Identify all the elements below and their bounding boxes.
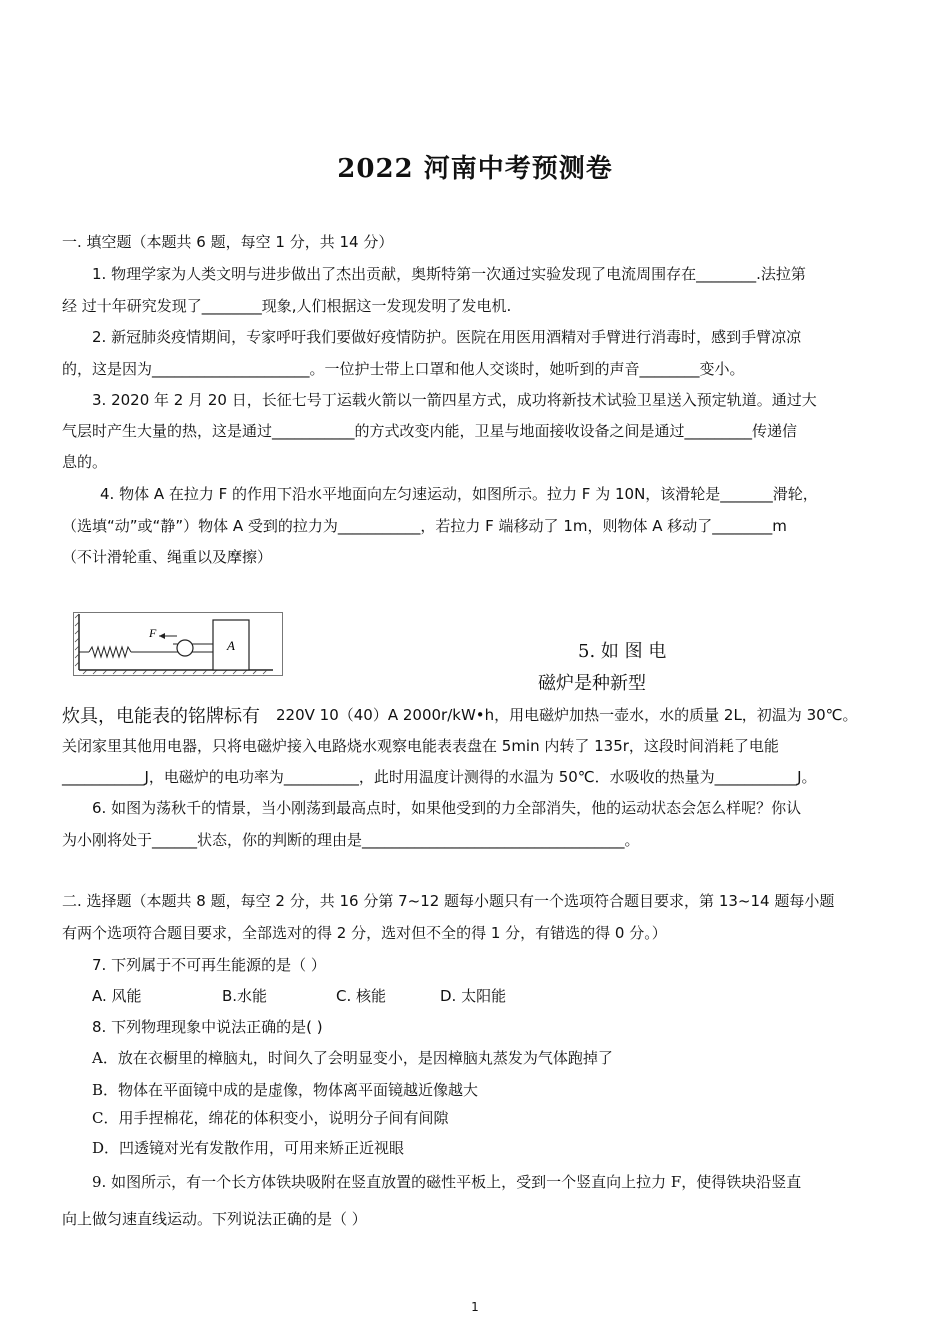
q1-line1: 1. 物理学家为人类文明与进步做出了杰出贡献，奥斯特第一次通过实验发现了电流周围存在________.法拉第 xyxy=(92,265,806,283)
q5-line2: 关闭家里其他用电器，只将电磁炉接入电路烧水观察电能表表盘在 5min 内转了 135r，这段时间消耗了电能 xyxy=(62,737,779,755)
q8-option-c: C．用手捏棉花，绵花的体积变小，说明分子间有间隙 xyxy=(92,1109,449,1127)
q6-line1: 6. 如图为荡秋千的情景，当小刚荡到最高点时，如果他受到的力全部消失，他的运动状态会怎么样呢？你认 xyxy=(92,799,802,817)
page-number: 1 xyxy=(471,1300,479,1314)
q9-line1: 9. 如图所示，有一个长方体铁块吸附在竖直放置的磁性平板上，受到一个竖直向上拉力 F，使得铁块沿竖直 xyxy=(92,1173,802,1191)
q5-fragment-b: 磁炉是种新型 xyxy=(538,673,646,694)
q8-option-a: A．放在衣橱里的樟脑丸，时间久了会明显变小，是因樟脑丸蒸发为气体跑掉了 xyxy=(92,1049,613,1067)
q4-line1: 4. 物体 A 在拉力 F 的作用下沿水平地面向左匀速运动，如图所示。拉力 F 为 10N，该滑轮是_______滑轮， xyxy=(100,485,818,503)
q7-option-b: B.水能 xyxy=(222,987,268,1005)
q8-option-b: B．物体在平面镜中成的是虚像，物体离平面镜越近像越大 xyxy=(92,1081,479,1099)
q2-line1: 2. 新冠肺炎疫情期间，专家呼吁我们要做好疫情防护。医院在用医用酒精对手臂进行消毒时，感到手臂凉凉 xyxy=(92,328,802,346)
q4-line3: （不计滑轮重、绳重以及摩擦） xyxy=(62,548,273,566)
q3-line1: 3. 2020 年 2 月 20 日，长征七号丁运载火箭以一箭四星方式，成功将新技术试验卫星送入预定轨道。通过大 xyxy=(92,391,817,409)
q2-line2: 的，这是因为_____________________。一位护士带上口罩和他人交谈时，她听到的声音________变小。 xyxy=(62,360,745,378)
section1-heading: 一. 填空题（本题共 6 题，每空 1 分，共 14 分） xyxy=(62,233,394,251)
q5-fragment-a: 5. 如 图 电 xyxy=(578,641,667,662)
q5-fragment-c: 炊具，电能表的铭牌标有 xyxy=(62,706,260,727)
q6-line2: 为小刚将处于______状态，你的判断的理由是___________________________________。 xyxy=(62,831,640,849)
q7-option-a: A. 风能 xyxy=(92,987,142,1005)
q1-line2: 经 过十年研究发现了________现象,人们根据这一发现发明了发电机. xyxy=(62,297,512,315)
force-label: F xyxy=(149,626,157,640)
q7-option-c: C. 核能 xyxy=(336,987,387,1005)
section2-heading-line1: 二. 选择题（本题共 8 题，每空 2 分，共 16 分第 7~12 题每小题只有一个选项符合题目要求，第 13~14 题每小题 xyxy=(62,892,835,910)
pulley-figure xyxy=(73,612,283,676)
q8-stem: 8. 下列物理现象中说法正确的是( ) xyxy=(92,1018,323,1036)
q5-fragment-d: 220V 10（40）A 2000r/kW•h，用电磁炉加热一壶水，水的质量 2L，初温为 30℃。 xyxy=(276,706,858,724)
q7-option-d: D. 太阳能 xyxy=(440,987,507,1005)
q7-stem: 7. 下列属于不可再生能源的是（ ） xyxy=(92,956,326,974)
q3-line2: 气层时产生大量的热，这是通过___________的方式改变内能，卫星与地面接收设备之间是通过_________传递信 xyxy=(62,422,798,440)
q5-line3: ___________J，电磁炉的电功率为__________，此时用温度计测得的水温为 50℃．水吸收的热量为___________J。 xyxy=(62,768,817,786)
q9-line2: 向上做匀速直线运动。下列说法正确的是（ ） xyxy=(62,1210,367,1228)
q3-line3: 息的。 xyxy=(62,453,108,471)
q4-line2: （选填“动”或“静”）物体 A 受到的拉力为___________，若拉力 F 端移动了 1m，则物体 A 移动了________m xyxy=(62,517,787,535)
q8-option-d: D．凹透镜对光有发散作用，可用来矫正近视眼 xyxy=(92,1139,405,1157)
page-title: 2022 河南中考预测卷 xyxy=(337,154,613,184)
block-label: A xyxy=(227,638,235,653)
section2-heading-line2: 有两个选项符合题目要求，全部选对的得 2 分，选对但不全的得 1 分，有错选的得 0 分。） xyxy=(62,924,667,942)
